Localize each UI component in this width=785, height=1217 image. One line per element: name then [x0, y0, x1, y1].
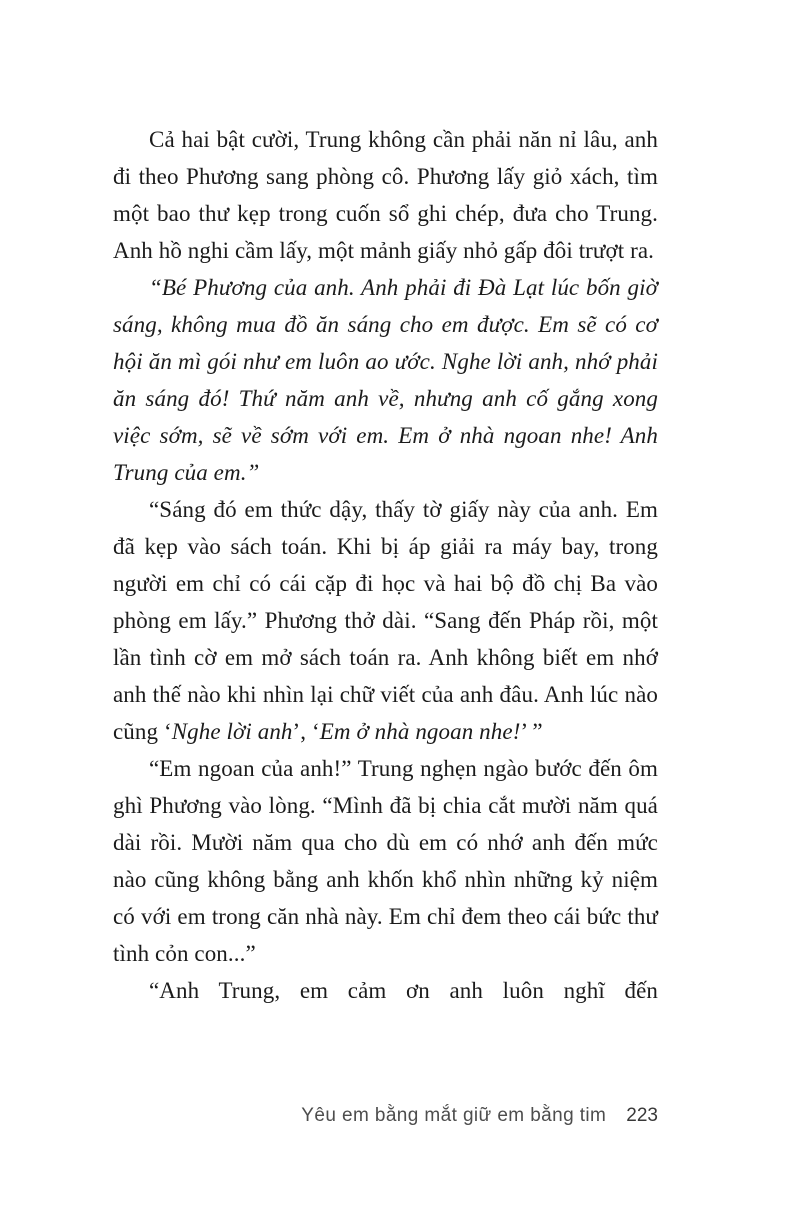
paragraph-text: ’ ”	[520, 719, 543, 744]
paragraph	[113, 121, 658, 269]
paragraph-text: “Sáng đó em thức dậy, thấy tờ giấy này của anh. Em đã kẹp vào sách toán. Khi bị áp giải ra máy bay, trong người em chỉ có cái cặp đi học và hai bộ đồ chị Ba vào phòng em lấy.” Phương thở dài. “Sang đến Pháp rồi, một lần tình cờ em mở sách toán ra. Anh không biết em nhớ anh thế nào khi nhìn lại chữ viết của anh đâu. Anh lúc nào cũng ‘	[113, 497, 658, 744]
paragraph-text: “Em ngoan của anh!” Trung nghẹn ngào bước đến ôm ghì Phương vào lòng. “Mình đã bị chia cắt mười năm quá dài rồi. Mười năm qua cho dù em có nhớ anh đến mức nào cũng không bằng anh khốn khổ nhìn những kỷ niệm có với em trong căn nhà này. Em chỉ đem theo cái bức thư tình cỏn con...”	[113, 756, 658, 966]
paragraph-text: “Anh Trung, em cảm ơn anh luôn nghĩ đến	[149, 978, 658, 1003]
page-footer	[113, 1105, 658, 1127]
paragraph	[113, 750, 658, 972]
body-text	[113, 121, 658, 1009]
paragraph-text-italic-quote: Nghe lời anh	[171, 719, 293, 744]
paragraph-text: ’, ‘	[292, 719, 320, 744]
running-title: Yêu em bằng mắt giữ em bằng tim	[301, 1105, 607, 1126]
page-number: 223	[626, 1105, 658, 1126]
paragraph-continuing	[113, 972, 658, 1009]
paragraph-letter-note	[113, 269, 658, 491]
paragraph-text: “Bé Phương của anh. Anh phải đi Đà Lạt lúc bốn giờ sáng, không mua đồ ăn sáng cho em được. Em sẽ có cơ hội ăn mì gói như em luôn ao ước. Nghe lời anh, nhớ phải ăn sáng đó! Thứ năm anh về, nhưng anh cố gắng xong việc sớm, sẽ về sớm với em. Em ở nhà ngoan nhe! Anh Trung của em.”	[113, 275, 658, 485]
paragraph-text: Cả hai bật cười, Trung không cần phải năn nỉ lâu, anh đi theo Phương sang phòng cô. Phương lấy giỏ xách, tìm một bao thư kẹp trong cuốn sổ ghi chép, đưa cho Trung. Anh hồ nghi cầm lấy, một mảnh giấy nhỏ gấp đôi trượt ra.	[113, 127, 658, 263]
paragraph	[113, 491, 658, 750]
paragraph-text-italic-quote: Em ở nhà ngoan nhe!	[319, 719, 521, 744]
